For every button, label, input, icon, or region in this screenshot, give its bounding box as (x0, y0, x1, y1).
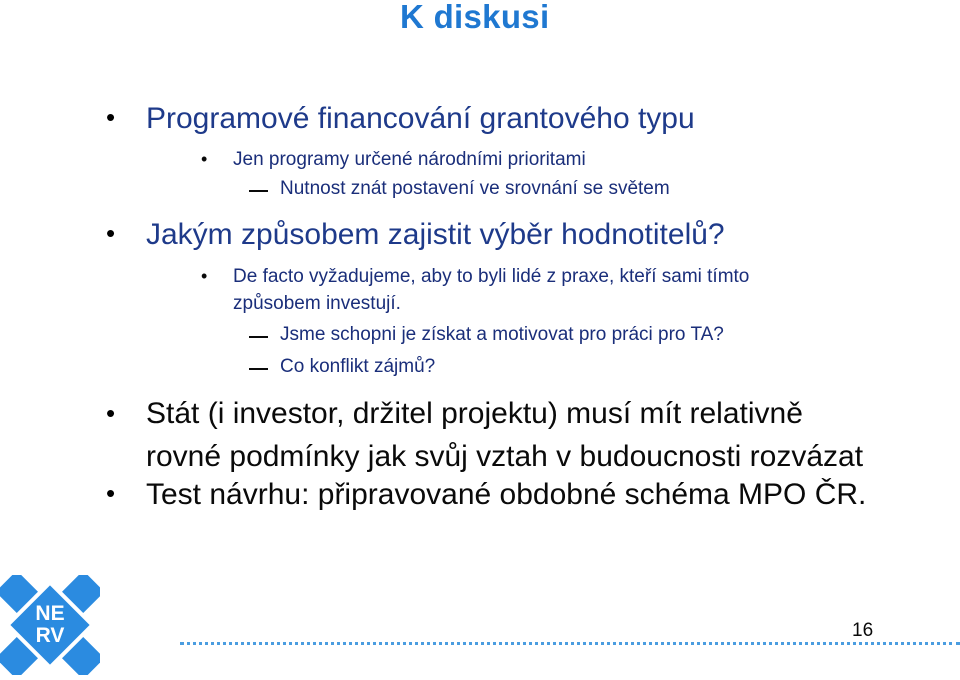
sub-bullet-item (201, 263, 750, 317)
logo-text-bottom: RV (35, 624, 65, 647)
bullet-text: Programové financování grantového typu (146, 102, 695, 135)
sub-bullet-text-line2: způsobem investují. (233, 293, 401, 314)
bullet-item (106, 478, 867, 512)
logo-text-top: NE (35, 602, 65, 625)
dash-marker (249, 368, 268, 370)
bullet-item (106, 392, 864, 478)
sub-bullet-item (201, 149, 586, 171)
sub-bullet-text-line1: De facto vyžadujeme, aby to byli lidé z praxe, kteří sami tímto (233, 266, 750, 287)
bullet-dot: • (106, 398, 116, 428)
sub-sub-bullet-item (280, 324, 724, 346)
sub-sub-bullet-item (280, 178, 670, 200)
bullet-dot: • (201, 266, 208, 286)
footer-divider (180, 642, 960, 645)
bullet-dot: • (106, 102, 116, 132)
page-number: 16 (852, 620, 874, 641)
sub-sub-bullet-text: Nutnost znát postavení ve srovnání se světem (280, 178, 670, 199)
bullet-text-line1: Stát (i investor, držitel projektu) musí mít relativně (146, 397, 803, 430)
sub-sub-bullet-text: Jsme schopni je získat a motivovat pro práci pro TA? (280, 324, 724, 345)
bullet-item (106, 102, 695, 136)
bullet-text: Jakým způsobem zajistit výběr hodnotitelů? (146, 218, 725, 251)
bullet-text-line2: rovné podmínky jak svůj vztah v budoucnosti rozvázat (146, 440, 864, 473)
bullet-item (106, 218, 725, 252)
sub-bullet-text: Jen programy určené národními prioritami (233, 149, 586, 170)
dash-marker (249, 336, 268, 338)
nerv-logo (0, 575, 100, 680)
slide-title: K diskusi (400, 0, 550, 35)
bullet-dot: • (106, 218, 116, 248)
sub-sub-bullet-item (280, 356, 435, 378)
bullet-text: Test návrhu: připravované obdobné schéma MPO ČR. (146, 478, 867, 511)
sub-sub-bullet-text: Co konflikt zájmů? (280, 356, 436, 377)
bullet-dot: • (201, 149, 208, 169)
dash-marker (249, 190, 268, 192)
bullet-dot: • (106, 478, 116, 508)
